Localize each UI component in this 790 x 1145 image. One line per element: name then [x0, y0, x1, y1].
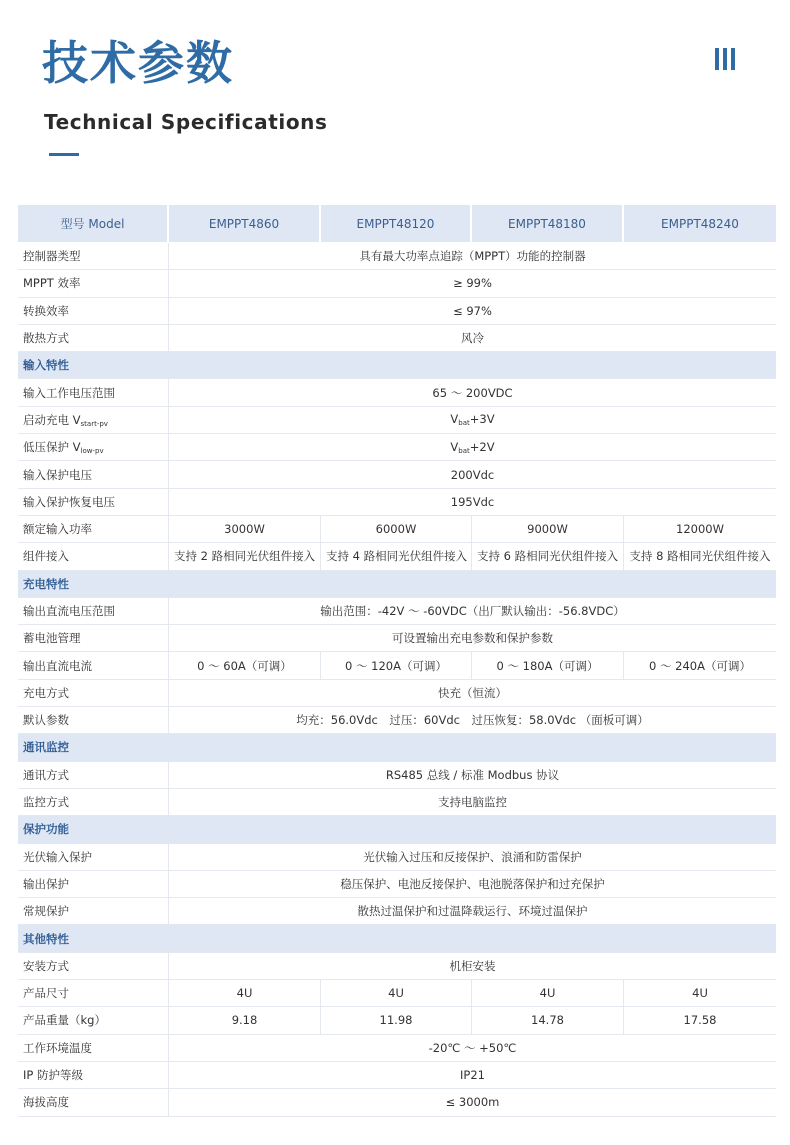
row-value: $V_{bat}+3V$ — [169, 407, 776, 434]
row-label: 默认参数 — [18, 707, 169, 734]
section-row — [18, 571, 776, 598]
row-value: 6000W — [321, 516, 472, 543]
row-label: 输入保护电压 — [18, 461, 169, 488]
row-label: 控制器类型 — [18, 243, 169, 270]
table-row — [18, 407, 776, 434]
row-label: 海拔高度 — [18, 1089, 169, 1116]
table-row — [18, 789, 776, 816]
row-value: 65 ～ 200VDC — [169, 379, 776, 406]
row-value: 11.98 — [321, 1007, 472, 1034]
section-title: 充电特性 — [18, 571, 776, 598]
row-label: MPPT 效率 — [18, 270, 169, 297]
table-row — [18, 243, 776, 270]
table-row — [18, 516, 776, 543]
row-value: 0 ～ 180A（可调） — [472, 652, 624, 679]
section-row — [18, 816, 776, 843]
row-value: 快充（恒流） — [169, 680, 776, 707]
row-value: 4U — [624, 980, 776, 1007]
row-value: 3000W — [169, 516, 321, 543]
row-value: 9.18 — [169, 1007, 321, 1034]
table-row — [18, 707, 776, 734]
page-title-en: Technical Specifications — [44, 110, 328, 134]
row-value: 4U — [321, 980, 472, 1007]
model-header: EMPPT48240 — [624, 205, 776, 243]
table-row — [18, 298, 776, 325]
row-value: 支持电脑监控 — [169, 789, 776, 816]
row-value: 具有最大功率点追踪（MPPT）功能的控制器 — [169, 243, 776, 270]
table-row — [18, 980, 776, 1007]
row-label: 输入工作电压范围 — [18, 379, 169, 406]
row-label: 常规保护 — [18, 898, 169, 925]
row-value: 输出范围：-42V ～ -60VDC（出厂默认输出：-56.8VDC） — [169, 598, 776, 625]
row-label: 充电方式 — [18, 680, 169, 707]
row-value: RS485 总线 / 标准 Modbus 协议 — [169, 762, 776, 789]
row-label: 光伏输入保护 — [18, 844, 169, 871]
row-value: 200Vdc — [169, 461, 776, 488]
row-label: 转换效率 — [18, 298, 169, 325]
row-label: 额定输入功率 — [18, 516, 169, 543]
row-value: 可设置输出充电参数和保护参数 — [169, 625, 776, 652]
row-label: 产品重量（kg） — [18, 1007, 169, 1034]
row-value: ≤ 3000m — [169, 1089, 776, 1116]
row-label: 输出直流电压范围 — [18, 598, 169, 625]
row-value: 机柜安装 — [169, 953, 776, 980]
table-row — [18, 844, 776, 871]
row-label: 输入保护恢复电压 — [18, 489, 169, 516]
row-value: 195Vdc — [169, 489, 776, 516]
row-value: 17.58 — [624, 1007, 776, 1034]
row-value: 支持 8 路相同光伏组件接入 — [624, 543, 776, 570]
row-value: 9000W — [472, 516, 624, 543]
row-value: 4U — [472, 980, 624, 1007]
section-row — [18, 925, 776, 952]
row-label: 低压保护 $V_{low-pv}$ — [18, 434, 169, 461]
row-value: IP21 — [169, 1062, 776, 1089]
row-label: 产品尺寸 — [18, 980, 169, 1007]
table-row — [18, 1007, 776, 1034]
table-row — [18, 871, 776, 898]
table-row — [18, 489, 776, 516]
row-label: 通讯方式 — [18, 762, 169, 789]
row-value: 支持 2 路相同光伏组件接入 — [169, 543, 321, 570]
row-value: ≤ 97% — [169, 298, 776, 325]
row-value: 0 ～ 60A（可调） — [169, 652, 321, 679]
table-row — [18, 680, 776, 707]
table-header-row — [18, 205, 776, 243]
table-row — [18, 625, 776, 652]
table-row — [18, 434, 776, 461]
row-label: 蓄电池管理 — [18, 625, 169, 652]
row-value: 4U — [169, 980, 321, 1007]
row-value: 支持 4 路相同光伏组件接入 — [321, 543, 472, 570]
table-row — [18, 1062, 776, 1089]
section-row — [18, 352, 776, 379]
row-label: 散热方式 — [18, 325, 169, 352]
spec-table — [18, 205, 776, 1117]
table-row — [18, 598, 776, 625]
row-value: -20℃ ～ +50℃ — [169, 1035, 776, 1062]
row-label: 监控方式 — [18, 789, 169, 816]
row-value: 0 ～ 120A（可调） — [321, 652, 472, 679]
table-row — [18, 898, 776, 925]
row-value: 0 ～ 240A（可调） — [624, 652, 776, 679]
table-row — [18, 1035, 776, 1062]
row-value: 14.78 — [472, 1007, 624, 1034]
row-value: 支持 6 路相同光伏组件接入 — [472, 543, 624, 570]
model-header: EMPPT48180 — [472, 205, 624, 243]
row-value: 均充：56.0Vdc 过压：60Vdc 过压恢复：58.0Vdc （面板可调） — [169, 707, 776, 734]
row-value: ≥ 99% — [169, 270, 776, 297]
table-row — [18, 953, 776, 980]
row-value: 稳压保护、电池反接保护、电池脱落保护和过充保护 — [169, 871, 776, 898]
row-value: 散热过温保护和过温降载运行、环境过温保护 — [169, 898, 776, 925]
row-label: 输出直流电流 — [18, 652, 169, 679]
table-row — [18, 379, 776, 406]
model-label: 型号 Model — [18, 205, 169, 243]
section-title: 其他特性 — [18, 925, 776, 952]
section-title: 保护功能 — [18, 816, 776, 843]
table-row — [18, 270, 776, 297]
row-label: 组件接入 — [18, 543, 169, 570]
table-row — [18, 762, 776, 789]
row-label: 启动充电 $V_{start-pv}$ — [18, 407, 169, 434]
row-label: 工作环境温度 — [18, 1035, 169, 1062]
table-row — [18, 1089, 776, 1116]
row-value: 风冷 — [169, 325, 776, 352]
row-value: 12000W — [624, 516, 776, 543]
row-label: 安装方式 — [18, 953, 169, 980]
table-row — [18, 325, 776, 352]
section-title: 输入特性 — [18, 352, 776, 379]
table-row — [18, 461, 776, 488]
model-header: EMPPT48120 — [321, 205, 472, 243]
model-header: EMPPT4860 — [169, 205, 321, 243]
row-label: IP 防护等级 — [18, 1062, 169, 1089]
title-underline — [49, 153, 79, 156]
row-value: $V_{bat}+2V$ — [169, 434, 776, 461]
page-title-cn: 技术参数 — [42, 36, 234, 90]
table-row — [18, 652, 776, 679]
row-label: 输出保护 — [18, 871, 169, 898]
bars-icon — [715, 48, 737, 70]
section-row — [18, 734, 776, 761]
row-value: 光伏输入过压和反接保护、浪涌和防雷保护 — [169, 844, 776, 871]
section-title: 通讯监控 — [18, 734, 776, 761]
table-row — [18, 543, 776, 570]
